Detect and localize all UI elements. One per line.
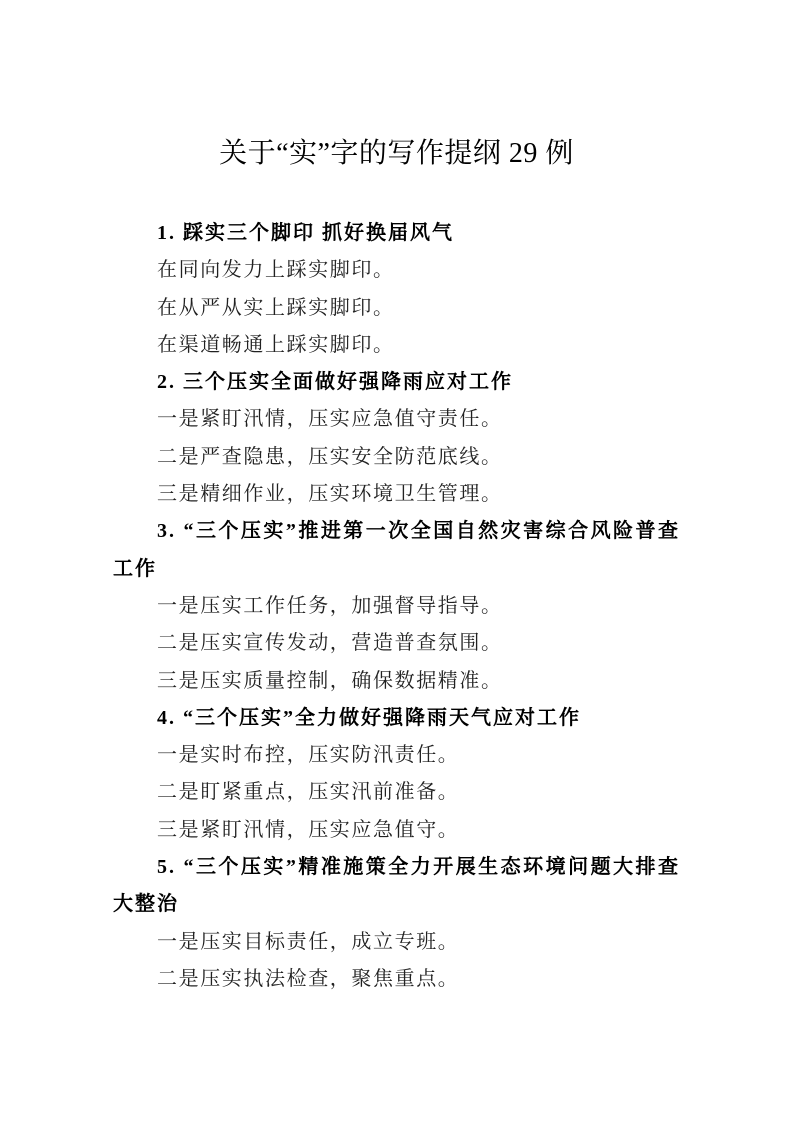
section-5-item-2: 二是压实执法检查，聚焦重点。 (157, 967, 460, 990)
section-4-item-2: 二是盯紧重点，压实汛前准备。 (157, 781, 460, 804)
section-1-item-1: 在同向发力上踩实脚印。 (157, 259, 395, 282)
section-2-heading: 2. 三个压实全面做好强降雨应对工作 (157, 371, 513, 394)
section-1-item-2: 在从严从实上踩实脚印。 (157, 296, 395, 319)
section-3-item-1: 一是压实工作任务，加强督导指导。 (157, 594, 503, 617)
section-4-heading: 4. “三个压实”全力做好强降雨天气应对工作 (157, 706, 581, 729)
section-2-item-1: 一是紧盯汛情，压实应急值守责任。 (157, 408, 503, 431)
section-4-item-1: 一是实时布控，压实防汛责任。 (157, 744, 460, 767)
document-title: 关于“实”字的写作提纲 29 例 (219, 138, 574, 169)
section-2-item-3: 三是精细作业，压实环境卫生管理。 (157, 483, 503, 506)
section-1-item-3: 在渠道畅通上踩实脚印。 (157, 333, 395, 356)
section-3-item-2: 二是压实宣传发动，营造普查氛围。 (157, 632, 503, 655)
section-4-item-3: 三是紧盯汛情，压实应急值守。 (157, 818, 460, 841)
section-2-item-2: 二是严查隐患，压实安全防范底线。 (157, 445, 503, 468)
section-3-item-3: 三是压实质量控制，确保数据精准。 (157, 669, 503, 692)
section-3-heading: 3. “三个压实”推进第一次全国自然灾害综合风险普查工作 (113, 520, 680, 580)
section-1-heading: 1. 踩实三个脚印 抓好换届风气 (157, 222, 454, 244)
section-5-heading: 5. “三个压实”精准施策全力开展生态环境问题大排查大整治 (113, 856, 680, 916)
document-body (113, 215, 680, 998)
section-5-item-1: 一是压实目标责任，成立专班。 (157, 930, 460, 953)
